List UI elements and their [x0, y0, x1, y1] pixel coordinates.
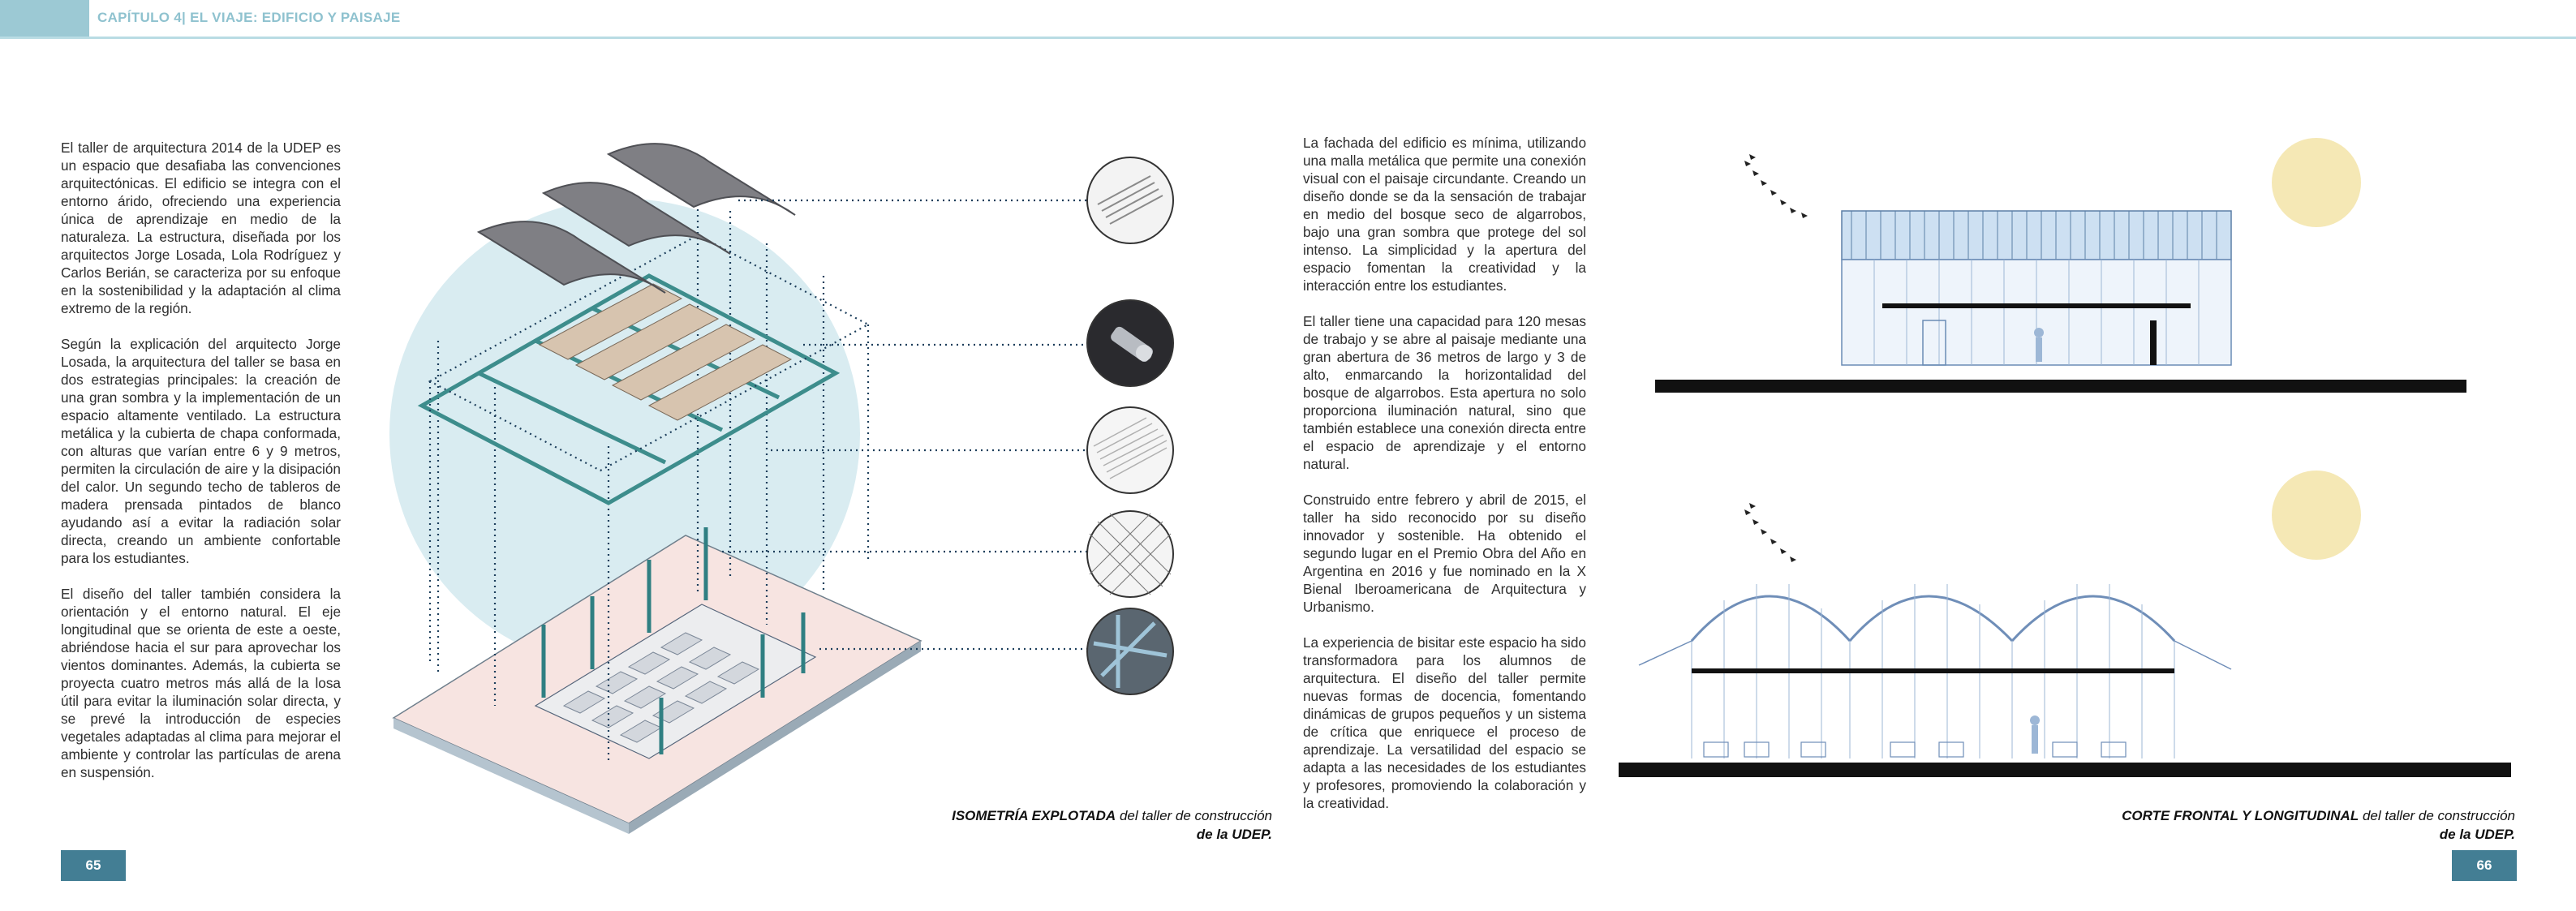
page-number-right: 66	[2452, 850, 2517, 881]
middle-paragraph-4: La experiencia de bisitar este espacio ha sido transformadora para los alumnos de arquitectura. El diseño del taller permite nuevas formas de docencia, fomentando dinámicas de grupos pequeños y un sistema de crítica que enriquece el proceso de aprendizaje. La versatilidad del espacio se adapta a las necesidades de los estudiantes y profesores, promoviendo la colaboración y la creatividad.	[1303, 634, 1586, 811]
polycarbonate-detail-icon	[1086, 406, 1175, 495]
chapter-title: CAPÍTULO 4| EL VIAJE: EDIFICIO Y PAISAJE	[97, 10, 401, 25]
sections-caption	[1996, 806, 2515, 844]
middle-paragraph-2: El taller tiene una capacidad para 120 mesas de trabajo y se abre al paisaje mediante una gran abertura de 36 metros de largo y 3 de alto, enmarcando la horizontalidad del bosque de algarrobos. Esta apertura no solo proporciona iluminación natural, sino que también establece una conexión directa entre el espacio de aprendizaje y el entorno natural.	[1303, 313, 1586, 472]
steel-structure-detail-icon	[1086, 607, 1175, 696]
sun-icon	[2272, 138, 2361, 227]
header-tab	[0, 0, 89, 37]
left-paragraph-3: El diseño del taller también considera la orientación y el entorno natural. El eje longitudinal que se orienta de este a oeste, abriéndose hacia el sur para aprovechar los vientos dominantes. Además, la cubierta se proyecta cuatro metros más allá de la losa útil para evitar la iluminación solar directa, y se prevé la introducción de especies vegetales adaptadas al clima para mejorar el ambiente y controlar las partículas de arena en suspensión.	[61, 586, 341, 780]
birds-icon	[1744, 503, 1796, 562]
bolt-connection-detail-icon	[1086, 299, 1175, 388]
longitudinal-section-drawing	[1615, 462, 2515, 779]
metal-mesh-detail-icon	[1086, 509, 1175, 599]
isometry-caption-rest: del taller de construcción	[1116, 808, 1272, 823]
middle-paragraph-3: Construido entre febrero y abril de 2015, el taller ha sido reconocido por su diseño innovador y sostenible. Ha obtenido el segundo lugar en el Premio Obra del Año en Argentina en 2016 y fue nominado en la X Bienal Iberoamericana de Arquitectura y Urbanismo.	[1303, 492, 1586, 615]
middle-text-column	[1303, 134, 1586, 830]
left-paragraph-2: Según la explicación del arquitecto Jorge Losada, la arquitectura del taller se basa en dos estrategias principales: la creación de una gran sombra y la implementación de un espacio altamente ventilado. La estructura metálica y la cubierta de chapa conformada, con alturas que varían entre 6 y 9 metros, permiten la circulación de aire y la disipación del calor. Un segundo techo de tableros de madera prensada pintados de blanco ayudando así a evitar la radiación solar directa, creando un ambiente confortable para los estudiantes.	[61, 336, 341, 566]
frontal-section-drawing	[1647, 138, 2523, 397]
left-paragraph-1: El taller de arquitectura 2014 de la UDEP es un espacio que desafiaba las convenciones arquitectónicas. El edificio se integra con el entorno árido, ofreciendo una experiencia única de aprendizaje en medio de la naturaleza. La estructura, diseñada por los arquitectos Jorge Losada, Lola Rodríguez y Carlos Berián, se caracteriza por su enfoque en la sostenibilidad y la adaptación al clima extremo de la región.	[61, 140, 341, 316]
left-text-column	[61, 139, 341, 799]
sections-caption-line2: de la UDEP.	[2439, 827, 2515, 842]
middle-paragraph-1: La fachada del edificio es mínima, utilizando una malla metálica que permite una conexión visual con el paisaje circundante. Creando un diseño donde se da la sensación de trabajar en medio del bosque seco de algarrobos, bajo una gran sombra que protege del sol intenso. La simplicidad y la apertura del espacio fomentan la creatividad y la interacción entre los estudiantes.	[1303, 135, 1586, 294]
exploded-isometry-drawing	[381, 138, 1193, 844]
roof-panel-detail-icon	[1086, 156, 1175, 245]
sun-icon	[2272, 471, 2361, 560]
birds-icon	[1744, 154, 1808, 218]
isometry-caption-line2: de la UDEP.	[1196, 827, 1272, 842]
sections-caption-rest: del taller de construcción	[2359, 808, 2515, 823]
header-rule	[0, 37, 2576, 39]
page-number-left: 65	[61, 850, 126, 881]
isometry-caption	[852, 806, 1272, 844]
isometry-caption-bold: ISOMETRÍA EXPLOTADA	[952, 808, 1116, 823]
sections-caption-bold: CORTE FRONTAL Y LONGITUDINAL	[2122, 808, 2359, 823]
